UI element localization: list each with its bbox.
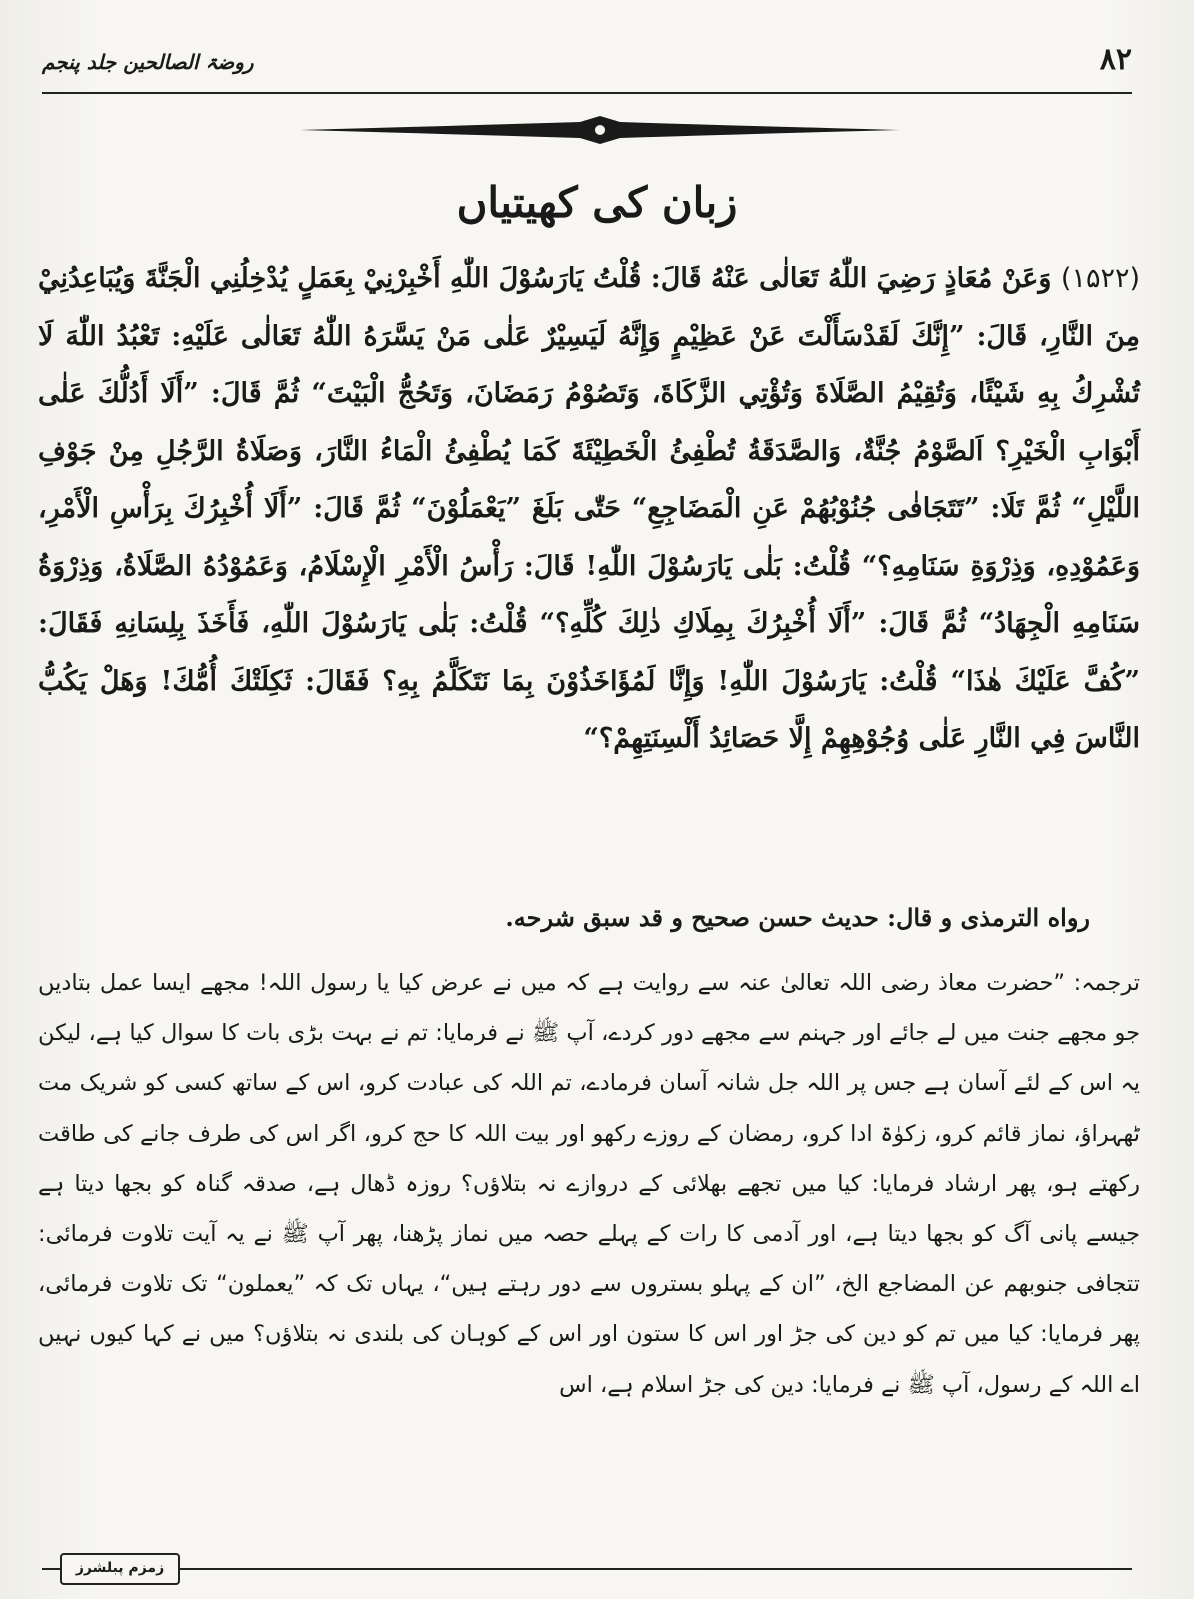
page-number: ۸۲ <box>1099 42 1132 77</box>
hadith-arabic-text: وَعَنْ مُعَاذٍ رَضِيَ اللّٰهُ تَعَالٰى عَنْهُ قَالَ: قُلْتُ يَارَسُوْلَ اللّٰهِ أَخْبِرْنِيْ بِعَمَلٍ يُدْخِلُنِي الْجَنَّةَ وَيُبَاعِدُنِيْ مِنَ النَّارِ، قَالَ: ”إِنَّكَ لَقَدْسَأَلْتَ عَنْ عَظِيْمٍ وَإِنَّهُ لَيَسِيْرٌ عَلٰى مَنْ يَسَّرَهُ اللّٰهُ تَعَالٰى عَلَيْهِ: تَعْبُدُ اللّٰهَ لَا تُشْرِكُ بِهِ شَيْئًا، وَتُقِيْمُ الصَّلَاةَ وَتُؤْتِي الزَّكَاةَ، وَتَصُوْمُ رَمَضَانَ، وَتَحُجُّ الْبَيْتَ“ ثُمَّ قَالَ: ”أَلَا أَدُلُّكَ عَلٰى أَبْوَابِ الْخَيْرِ؟ اَلصَّوْمُ جُنَّةٌ، وَالصَّدَقَةُ تُطْفِئُ الْخَطِيْئَةَ كَمَا يُطْفِئُ الْمَاءُ النَّارَ، وَصَلَاةُ الرَّجُلِ مِنْ جَوْفِ اللَّيْلِ“ ثُمَّ تَلَا: ”تَتَجَافٰى جُنُوْبُهُمْ عَنِ الْمَضَاجِعِ“ حَتّٰى بَلَغَ ”يَعْمَلُوْنَ“ ثُمَّ قَالَ: ”أَلَا أُخْبِرُكَ بِرَأْسِ الْأَمْرِ، وَعَمُوْدِهِ، وَذِرْوَةِ سَنَامِهِ؟“ قُلْتُ: بَلٰى يَارَسُوْلَ اللّٰهِ! قَالَ: رَأْسُ الْأَمْرِ الْإِسْلَامُ، وَعَمُوْدُهُ الصَّلَاةُ، وَذِرْوَةُ سَنَامِهِ الْجِهَادُ“ ثُمَّ قَالَ: ”أَلَا أُخْبِرُكَ بِمِلَاكِ ذٰلِكَ كُلِّهِ؟“ قُلْتُ: بَلٰى يَارَسُوْلَ اللّٰهِ، فَأَخَذَ بِلِسَانِهِ فَقَالَ: ”كُفَّ عَلَيْكَ هٰذَا“ قُلْتُ: يَارَسُوْلَ اللّٰهِ! وَإِنَّا لَمُؤَاخَذُوْنَ بِمَا نَتَكَلَّمُ بِهِ؟ فَقَالَ: ثَكِلَتْكَ أُمُّكَ! وَهَلْ يَكُبُّ النَّاسَ فِي النَّارِ عَلٰى وُجُوْهِهِمْ إِلَّا حَصَائِدُ أَلْسِنَتِهِمْ؟“ <box>38 263 1140 754</box>
footer-rule <box>42 1568 1132 1570</box>
hadith-arabic-block <box>38 250 1140 768</box>
hadith-number: (۱۵۲۲) <box>1060 263 1140 294</box>
publisher-logo: زمزم پبلشرز <box>60 1553 180 1585</box>
urdu-translation: ترجمہ: ”حضرت معاذ رضی اللہ تعالیٰ عنہ سے روایت ہے کہ میں نے عرض کیا یا رسول اللہ! مجھے ایسا عمل بتادیں جو مجھے جنت میں لے جائے اور جہنم سے مجھے دور کردے، آپ ﷺ نے فرمایا: تم نے بہت بڑی بات کا سوال کیا ہے، لیکن یہ اس کے لئے آسان ہے جس پر اللہ جل شانہ آسان فرمادے، تم اللہ کی عبادت کرو، اس کے ساتھ کسی کو شریک مت ٹھہراؤ، نماز قائم کرو، زکوٰۃ ادا کرو، رمضان کے روزے رکھو اور بیت اللہ کا حج کرو، اگر اس کی طرف جانے کی طاقت رکھتے ہو، پھر ارشاد فرمایا: کیا میں تجھے بھلائی کے دروازے نہ بتلاؤں؟ روزہ ڈھال ہے، صدقہ گناہ کو بجھا دیتا ہے جیسے پانی آگ کو بجھا دیتا ہے، اور آدمی کا رات کے پہلے حصہ میں نماز پڑھنا، پھر آپ ﷺ نے یہ آیت تلاوت فرمائی: تتجافی جنوبھم عن المضاجع الخ، ”ان کے پہلو بستروں سے دور رہتے ہیں“، یہاں تک کہ ”یعملون“ تک تلاوت فرمائی، پھر فرمایا: کیا میں تم کو دین کی جڑ اور اس کا ستون اور اس کے کوہان کی بلندی نہ بتلاؤں؟ میں نے کہا کیوں نہیں اے اللہ کے رسول، آپ ﷺ نے فرمایا: دین کی جڑ اسلام ہے، اس <box>38 970 1140 1398</box>
chapter-title: زبان کی کھیتیاں <box>456 178 738 227</box>
running-title: روضۃ الصالحین جلد پنجم <box>42 50 254 74</box>
page-header <box>42 40 1132 94</box>
hadith-reference: رواه الترمذی و قال: حدیث حسن صحیح و قد سبق شرحه. <box>505 903 1090 932</box>
ornament-divider <box>300 116 900 144</box>
